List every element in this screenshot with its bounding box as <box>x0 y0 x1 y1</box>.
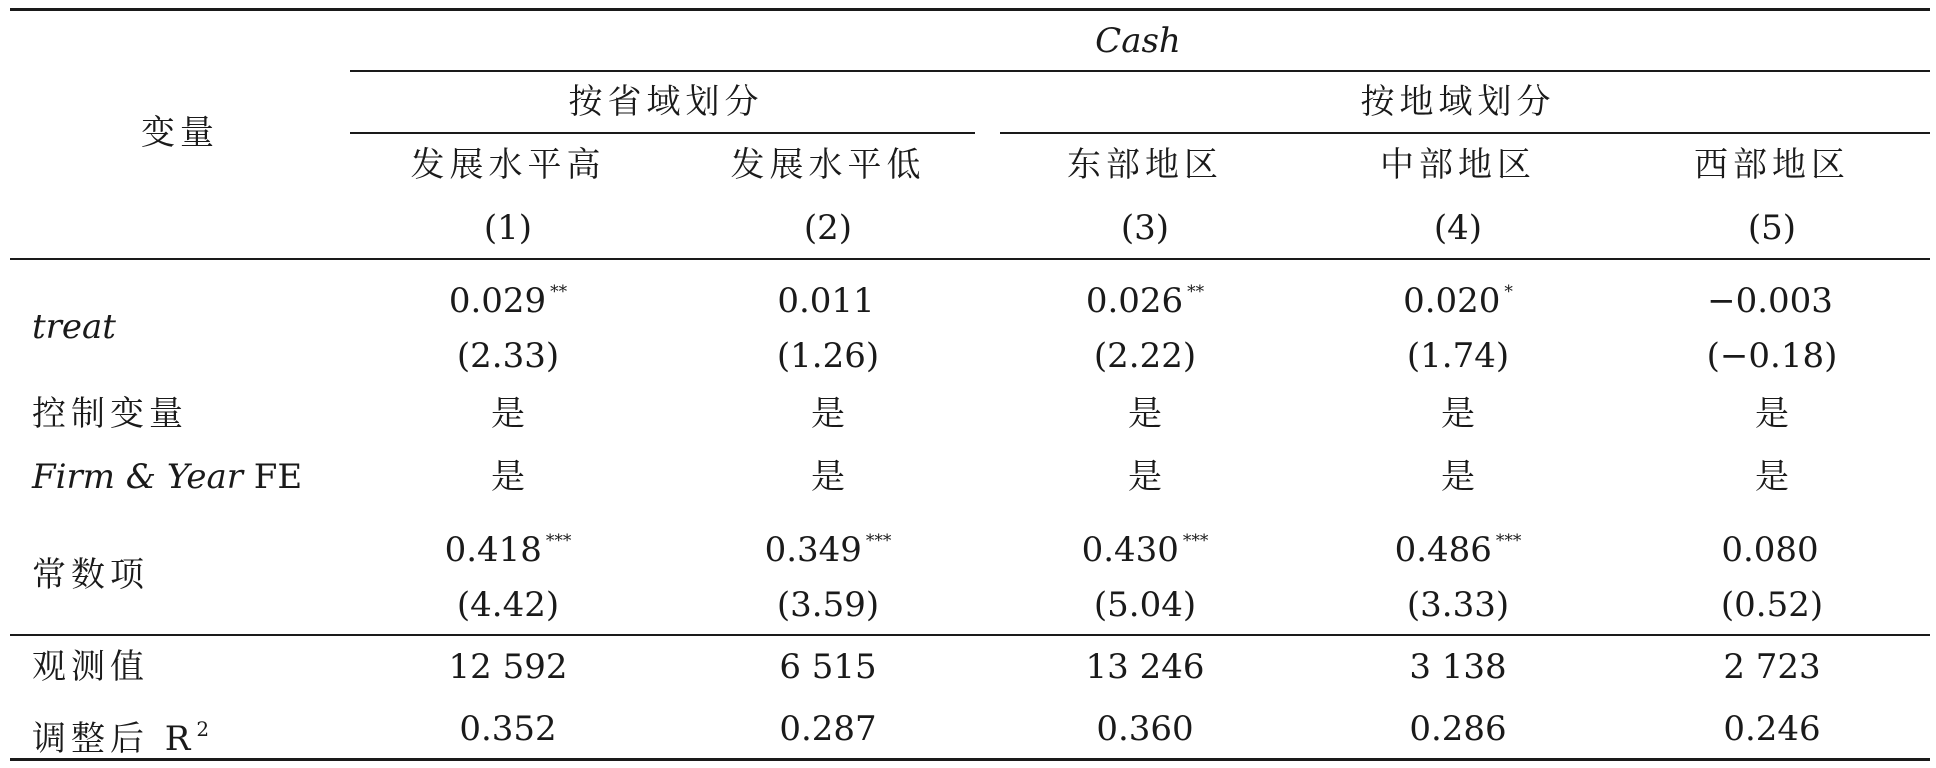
adjusted-r2-value-1: 0.352 <box>459 709 557 749</box>
column-header-4: 中部地区 <box>1380 145 1536 185</box>
group2-underline <box>1000 132 1930 134</box>
constant-tstat-3: (5.04) <box>1093 585 1197 625</box>
controls-value-1: 是 <box>491 394 525 434</box>
adjusted-r2-value-4: 0.286 <box>1409 709 1507 749</box>
treat-coef-5: −0.003 <box>1707 281 1833 321</box>
treat-tstat-5: (−0.18) <box>1706 336 1838 376</box>
controls-value-3: 是 <box>1128 394 1162 434</box>
treat-tstat-3: (2.22) <box>1093 336 1197 376</box>
constant-coef-4: 0.486 *** <box>1394 530 1522 570</box>
group1-header: 按省域划分 <box>568 82 764 122</box>
adjusted-r2-value-2: 0.287 <box>779 709 877 749</box>
top-rule <box>10 8 1930 11</box>
constant-coef-1: 0.418 *** <box>444 530 572 570</box>
group2-header: 按地域划分 <box>1360 82 1556 122</box>
column-number-2: (2) <box>803 208 853 248</box>
treat-tstat-2: (1.26) <box>776 336 880 376</box>
column-number-5: (5) <box>1747 208 1797 248</box>
observations-value-4: 3 138 <box>1409 647 1507 687</box>
constant-label: 常数项 <box>32 555 149 595</box>
column-number-1: (1) <box>483 208 533 248</box>
treat-coef-2: 0.011 <box>777 281 875 321</box>
constant-coef-2: 0.349 *** <box>764 530 892 570</box>
group1-underline <box>350 132 975 134</box>
fe-value-2: 是 <box>811 457 845 497</box>
fe-value-5: 是 <box>1755 457 1789 497</box>
fe-value-4: 是 <box>1441 457 1475 497</box>
adjusted-r2-value-3: 0.360 <box>1096 709 1194 749</box>
column-header-5: 西部地区 <box>1694 145 1850 185</box>
variable-header: 变量 <box>141 113 219 153</box>
constant-coef-3: 0.430 *** <box>1081 530 1209 570</box>
controls-value-4: 是 <box>1441 394 1475 434</box>
cash-underline <box>350 70 1930 72</box>
column-header-3: 东部地区 <box>1067 145 1223 185</box>
controls-value-5: 是 <box>1755 394 1789 434</box>
adjusted-r2-label: 调整后 $R^2$ <box>32 717 210 759</box>
observations-value-5: 2 723 <box>1723 647 1821 687</box>
column-header-2: 发展水平低 <box>730 145 926 185</box>
column-number-3: (3) <box>1120 208 1170 248</box>
observations-value-3: 13 246 <box>1085 647 1205 687</box>
treat-coef-3: 0.026 ** <box>1085 281 1205 321</box>
adjusted-r2-value-5: 0.246 <box>1723 709 1821 749</box>
column-header-1: 发展水平高 <box>410 145 606 185</box>
controls-label: 控制变量 <box>32 394 188 434</box>
fe-value-1: 是 <box>491 457 525 497</box>
constant-tstat-1: (4.42) <box>456 585 560 625</box>
dependent-variable-header: Cash <box>1095 21 1181 61</box>
controls-value-2: 是 <box>811 394 845 434</box>
constant-tstat-4: (3.33) <box>1406 585 1510 625</box>
column-number-4: (4) <box>1433 208 1483 248</box>
treat-coef-4: 0.020 * <box>1403 281 1513 321</box>
constant-tstat-5: (0.52) <box>1720 585 1824 625</box>
treat-tstat-4: (1.74) <box>1406 336 1510 376</box>
fe-value-3: 是 <box>1128 457 1162 497</box>
observations-label: 观测值 <box>32 647 149 687</box>
observations-value-2: 6 515 <box>779 647 877 687</box>
constant-coef-5: 0.080 <box>1721 530 1819 570</box>
table-bottom-rule <box>10 758 1930 761</box>
constant-tstat-2: (3.59) <box>776 585 880 625</box>
observations-value-1: 12 592 <box>448 647 568 687</box>
body-bottom-rule <box>10 634 1930 636</box>
treat-tstat-1: (2.33) <box>456 336 560 376</box>
fixed-effects-label: Firm & Year FE <box>32 457 303 497</box>
header-bottom-rule <box>10 258 1930 260</box>
treat-label: treat <box>32 307 116 347</box>
treat-coef-1: 0.029 ** <box>448 281 568 321</box>
